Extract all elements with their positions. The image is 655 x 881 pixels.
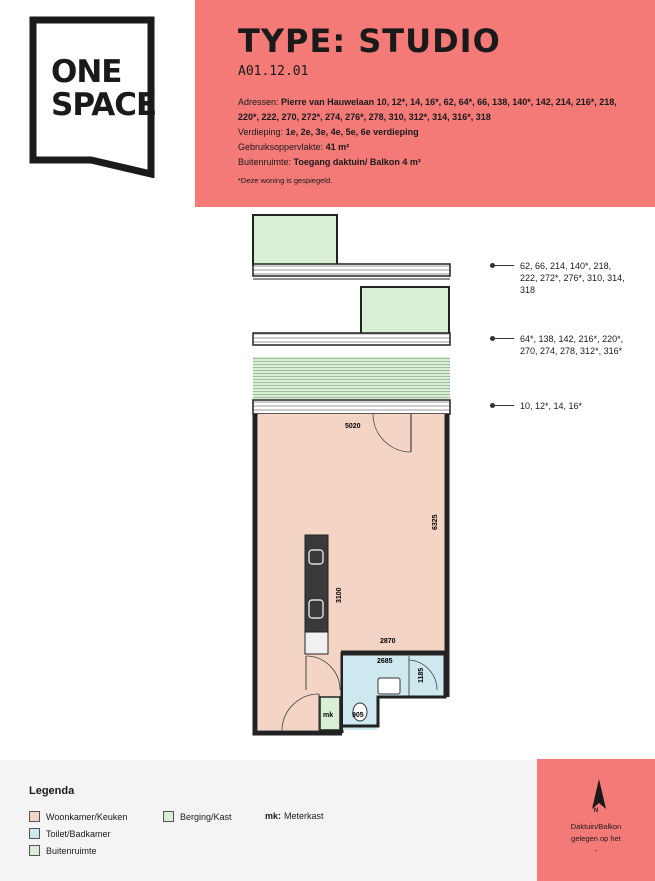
balcony-variant-2 <box>253 287 450 345</box>
buiten-value: Toegang daktuin/ Balkon 4 m² <box>293 157 421 167</box>
unit-code: A01.12.01 <box>238 64 309 79</box>
dim-905: 905 <box>352 712 364 719</box>
swatch-woonkamer <box>29 811 40 822</box>
daktuin-strip <box>253 357 450 414</box>
legend-woonkamer-label: Woonkamer/Keuken <box>46 811 128 822</box>
mirrored-note: *Deze woning is gespiegeld. <box>238 176 333 185</box>
compass-text-1: Daktuin/Balkon <box>570 822 622 831</box>
logo-wordmark <box>51 56 156 122</box>
swatch-buiten <box>29 845 40 856</box>
dim-2685: 2685 <box>377 658 393 665</box>
onespace-logo <box>29 16 155 178</box>
floor-label-3: 10, 12*, 14, 16* <box>520 401 583 411</box>
legend-buiten-label: Buitenruimte <box>46 845 97 856</box>
legend-berging <box>163 811 232 822</box>
adressen-label: Adressen: <box>238 97 279 107</box>
dim-3100: 3100 <box>336 587 343 603</box>
north-label: N <box>593 808 599 814</box>
page-title: TYPE: STUDIO <box>238 22 501 60</box>
dim-2870: 2870 <box>380 638 396 645</box>
verdieping-label: Verdieping: <box>238 127 284 137</box>
floor-line-2 <box>490 338 514 339</box>
dim-1185: 1185 <box>418 667 425 683</box>
legend-buiten <box>29 845 97 856</box>
legend-woonkamer <box>29 811 127 822</box>
floor-label-2: 64*, 138, 142, 216*, 220*, 270, 274, 278, 312*, 316* <box>520 334 624 356</box>
legend-toilet <box>29 828 111 839</box>
logo-line-1: ONE <box>51 54 122 90</box>
swatch-toilet <box>29 828 40 839</box>
verdieping-value: 1e, 2e, 3e, 4e, 5e, 6e verdieping <box>285 127 419 137</box>
legend-mk-label: Meterkast <box>284 811 324 821</box>
adressen-value: Pierre van Hauwelaan 10, 12*, 14, 16*, 62, 64*, 66, 138, 140*, 142, 214, 216*, 218, 220*, 222, 270, 272*, 274, 276*, 278, 310, 312*, 314, 316*, 318 <box>238 97 617 122</box>
compass-text <box>537 821 655 857</box>
compass-panel <box>537 759 655 881</box>
balcony-variant-1 <box>253 215 450 279</box>
logo-line-2: SPACE <box>51 87 157 123</box>
legend-mk-key: mk: <box>265 811 282 821</box>
gebruik-value: 41 m² <box>325 142 350 152</box>
swatch-berging <box>163 811 174 822</box>
legend-meterkast <box>265 811 324 821</box>
floor-line-3 <box>490 405 514 406</box>
legend-title: Legenda <box>29 785 75 797</box>
gebruik-label: Gebruiksoppervlakte: <box>238 142 324 152</box>
header-panel <box>195 0 655 207</box>
legend-toilet-label: Toilet/Badkamer <box>46 828 111 839</box>
dim-5020: 5020 <box>345 423 361 430</box>
legend-panel <box>0 760 537 881</box>
floor-line-1 <box>490 265 514 266</box>
compass-text-2: gelegen op het <box>571 834 621 843</box>
unit-info <box>238 95 618 170</box>
legend-berging-label: Berging/Kast <box>180 811 232 822</box>
dim-6325: 6325 <box>432 514 439 530</box>
kitchen-counter <box>305 535 328 654</box>
buiten-label: Buitenruimte: <box>238 157 292 167</box>
mk-label: mk <box>323 712 334 719</box>
compass-text-3: - <box>594 846 598 855</box>
floor-label-1: 62, 66, 214, 140*, 218, 222, 272*, 276*, 310, 314, 318 <box>520 261 625 295</box>
